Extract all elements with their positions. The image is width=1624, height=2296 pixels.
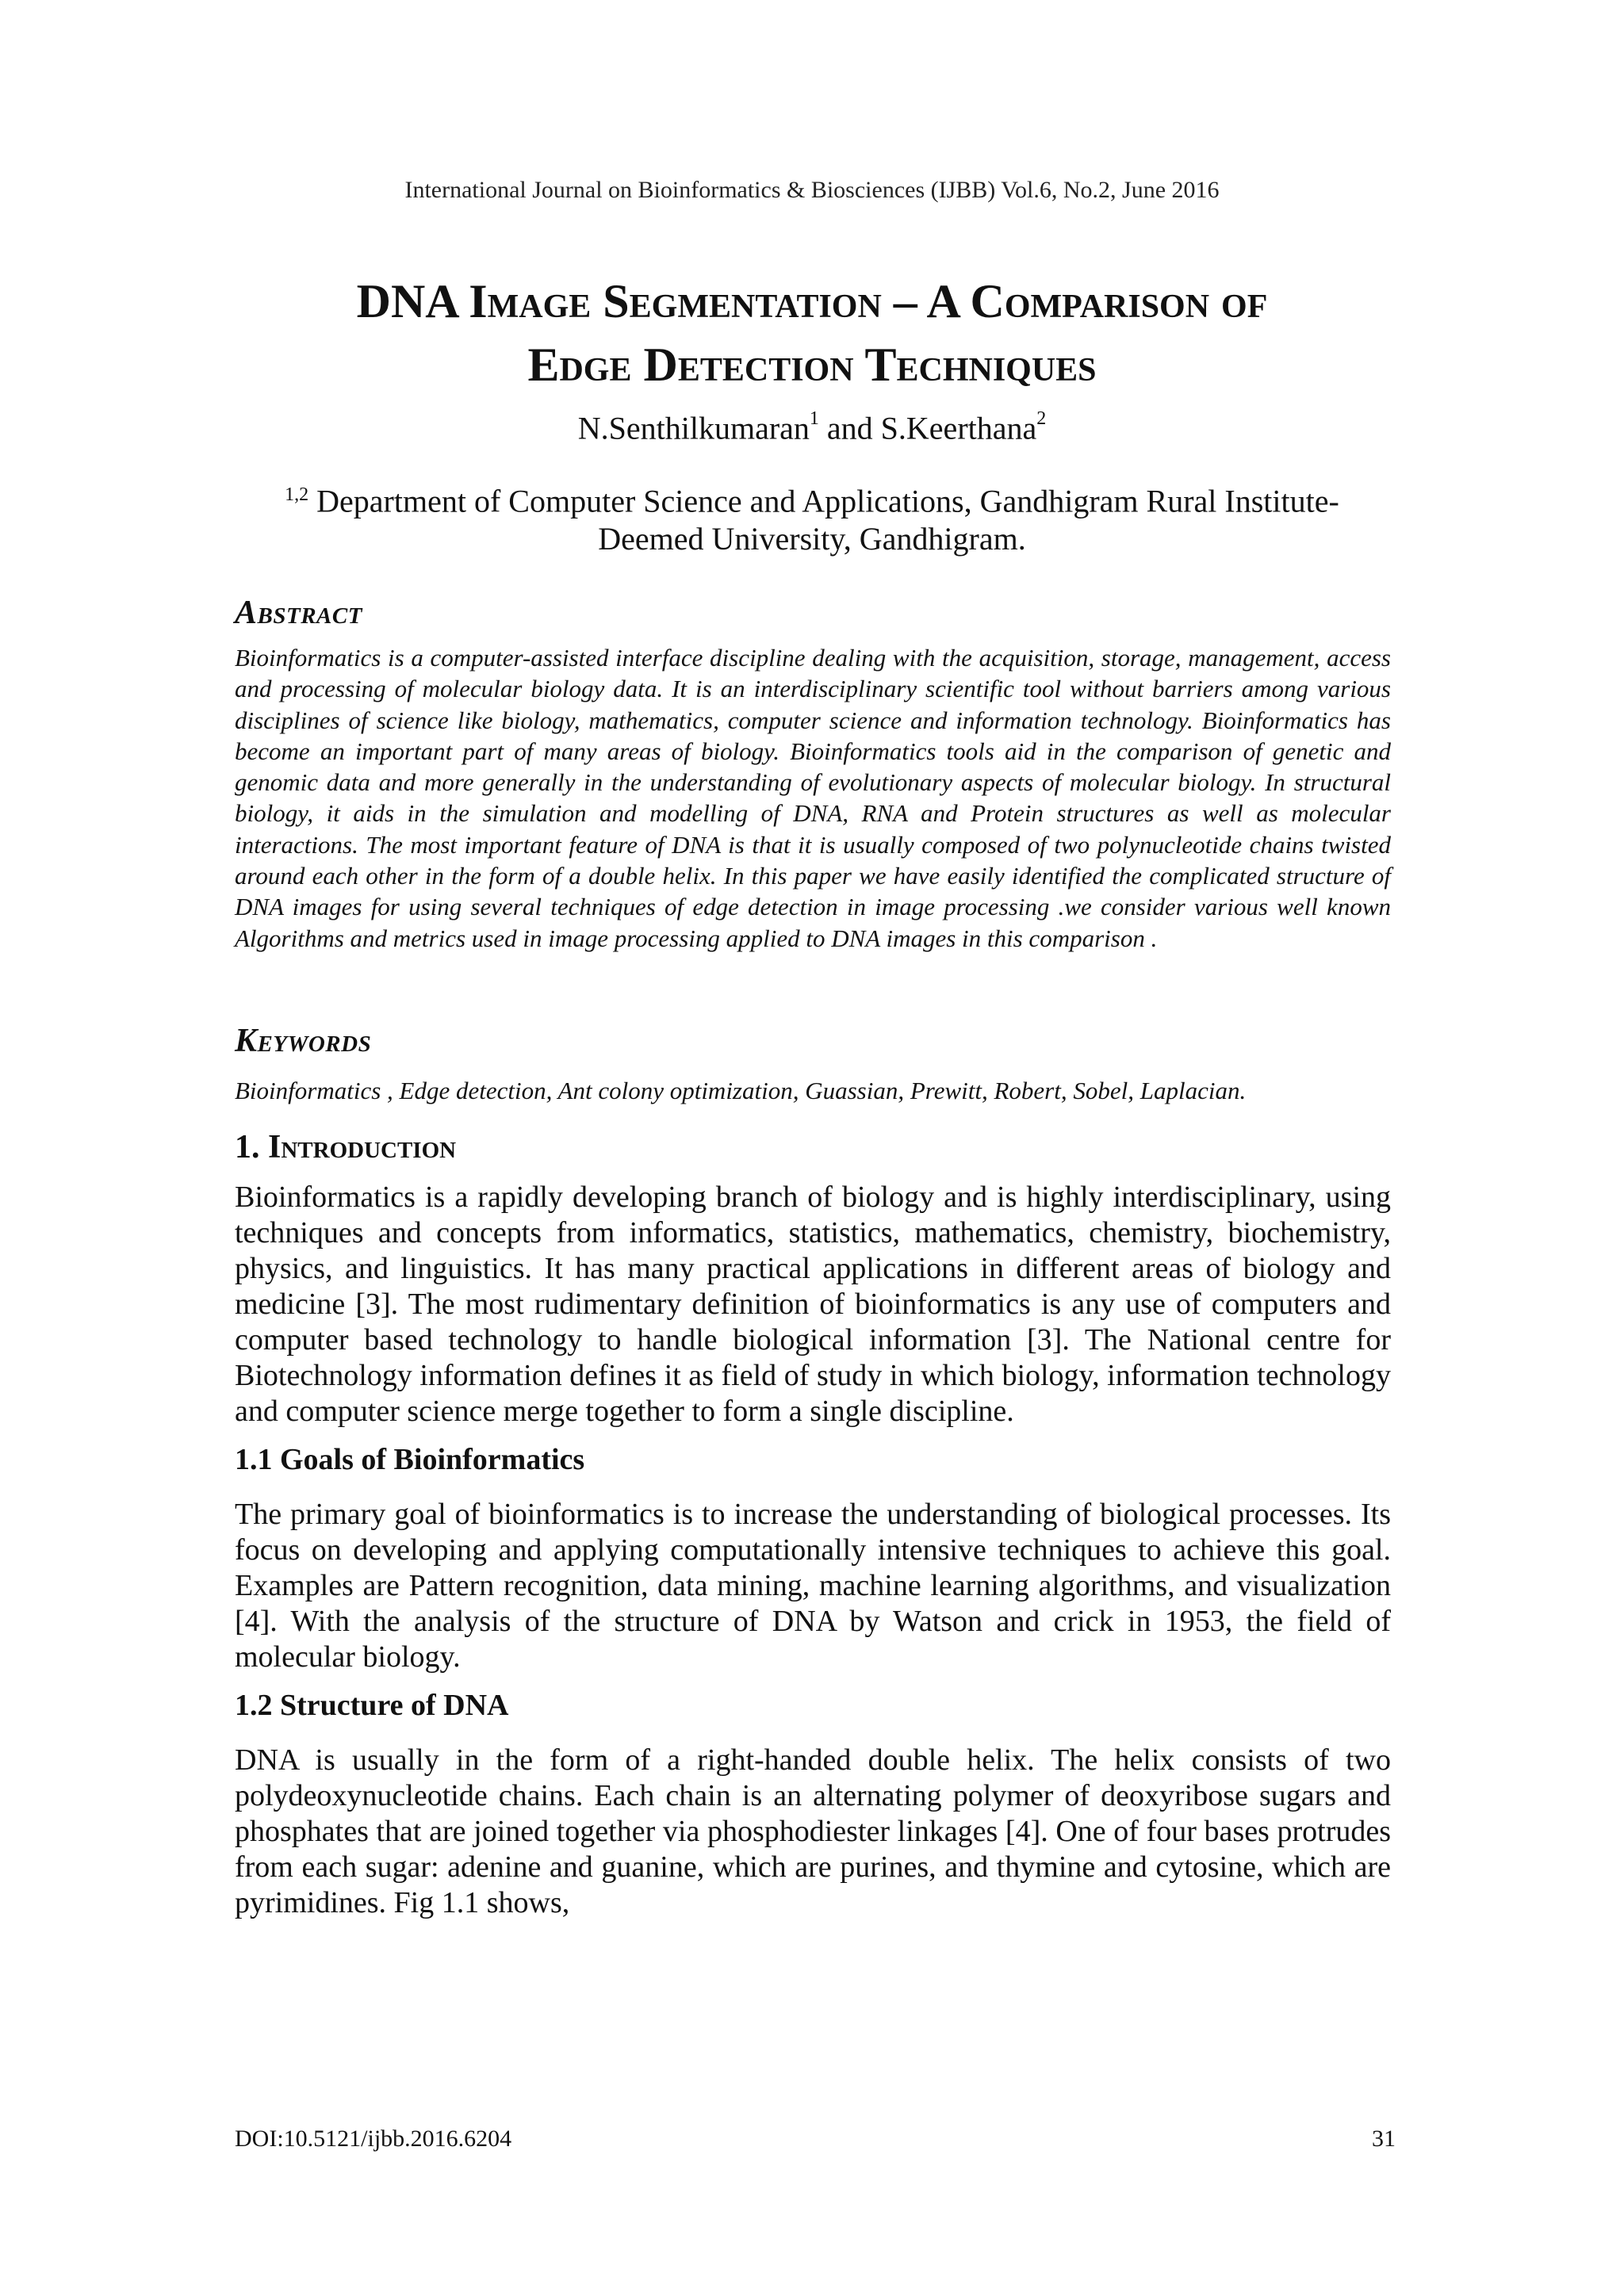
affiliation-text: Department of Computer Science and Applications, Gandhigram Rural Institute-Deemed University, Gandhigram. <box>308 483 1339 557</box>
footer-doi: DOI:10.5121/ijbb.2016.6204 <box>235 2126 512 2152</box>
author-2-name: S.Keerthana <box>880 410 1037 446</box>
abstract-heading: Abstract <box>235 595 362 631</box>
goals-body: The primary goal of bioinformatics is to increase the understanding of biological processes. Its focus on developing and applying computationally intensive techniques to achieve this goal. Examples are Pattern recognition, data mining, machine learning algorithms, and visualization [4]. With the analysis of the structure of DNA by Watson and crick in 1953, the field of molecular biology. <box>235 1498 1391 1674</box>
footer-page-number: 31 <box>1372 2126 1396 2152</box>
author-list <box>0 403 1624 447</box>
title-line-2: Edge Detection Techniques <box>527 339 1097 391</box>
introduction-number: 1. <box>235 1129 268 1165</box>
abstract-body: Bioinformatics is a computer-assisted interface discipline dealing with the acquisition, storage, management, access and processing of molecular biology data. It is an interdisciplinary scientific tool without barriers among various disciplines of science like biology, mathematics, computer science and information technology. Bioinformatics has become an important part of many areas of biology. Bioinformatics tools aid in the comparison of genetic and genomic data and more generally in the understanding of evolutionary aspects of molecular biology. In structural biology, it aids in the simulation and modelling of DNA, RNA and Protein structures as well as molecular interactions. The most important feature of DNA is that it is usually composed of two polynucleotide chains twisted around each other in the form of a double helix. In this paper we have easily identified the complicated structure of DNA images for using several techniques of edge detection in image processing .we consider various well known Algorithms and metrics used in image processing applied to DNA images in this comparison . <box>235 644 1391 952</box>
goals-heading: 1.1 Goals of Bioinformatics <box>235 1443 585 1476</box>
author-1-affiliation-mark: 1 <box>809 408 819 429</box>
structure-heading: 1.2 Structure of DNA <box>235 1689 509 1722</box>
author-connector: and <box>818 410 881 446</box>
structure-body: DNA is usually in the form of a right-handed double helix. The helix consists of two polydeoxynucleotide chains. Each chain is an alternating polymer of deoxyribose sugars and phosphates that are joined together via phosphodiester linkages [4]. One of four bases protrudes from each sugar: adenine and guanine, which are purines, and thymine and cytosine, which are pyrimidines. Fig 1.1 shows, <box>235 1743 1391 1919</box>
title-line-1: DNA Image Segmentation – A Comparison of <box>356 275 1268 327</box>
introduction-title: Introduction <box>268 1129 457 1165</box>
paper-title <box>182 270 1442 396</box>
author-1-name: N.Senthilkumaran <box>577 410 810 446</box>
running-header: International Journal on Bioinformatics & Biosciences (IJBB) Vol.6, No.2, June 2016 <box>404 177 1220 203</box>
keywords-heading: Keywords <box>235 1023 372 1059</box>
introduction-body: Bioinformatics is a rapidly developing branch of biology and is highly interdisciplinary, using techniques and concepts from informatics, statistics, mathematics, chemistry, biochemistry, physics, and linguistics. It has many practical applications in different areas of biology and medicine [3]. The most rudimentary definition of bioinformatics is any use of computers and computer based technology to handle biological information [3]. The National centre for Biotechnology information defines it as field of study in which biology, information technology and computer science merge together to form a single discipline. <box>235 1181 1391 1428</box>
keywords-body: Bioinformatics , Edge detection, Ant colony optimization, Guassian, Prewitt, Robert, Sobel, Laplacian. <box>235 1077 1247 1104</box>
author-2-affiliation-mark: 2 <box>1036 408 1047 429</box>
introduction-heading <box>235 1127 456 1167</box>
affiliation-mark: 1,2 <box>285 484 309 505</box>
affiliation <box>238 476 1386 558</box>
